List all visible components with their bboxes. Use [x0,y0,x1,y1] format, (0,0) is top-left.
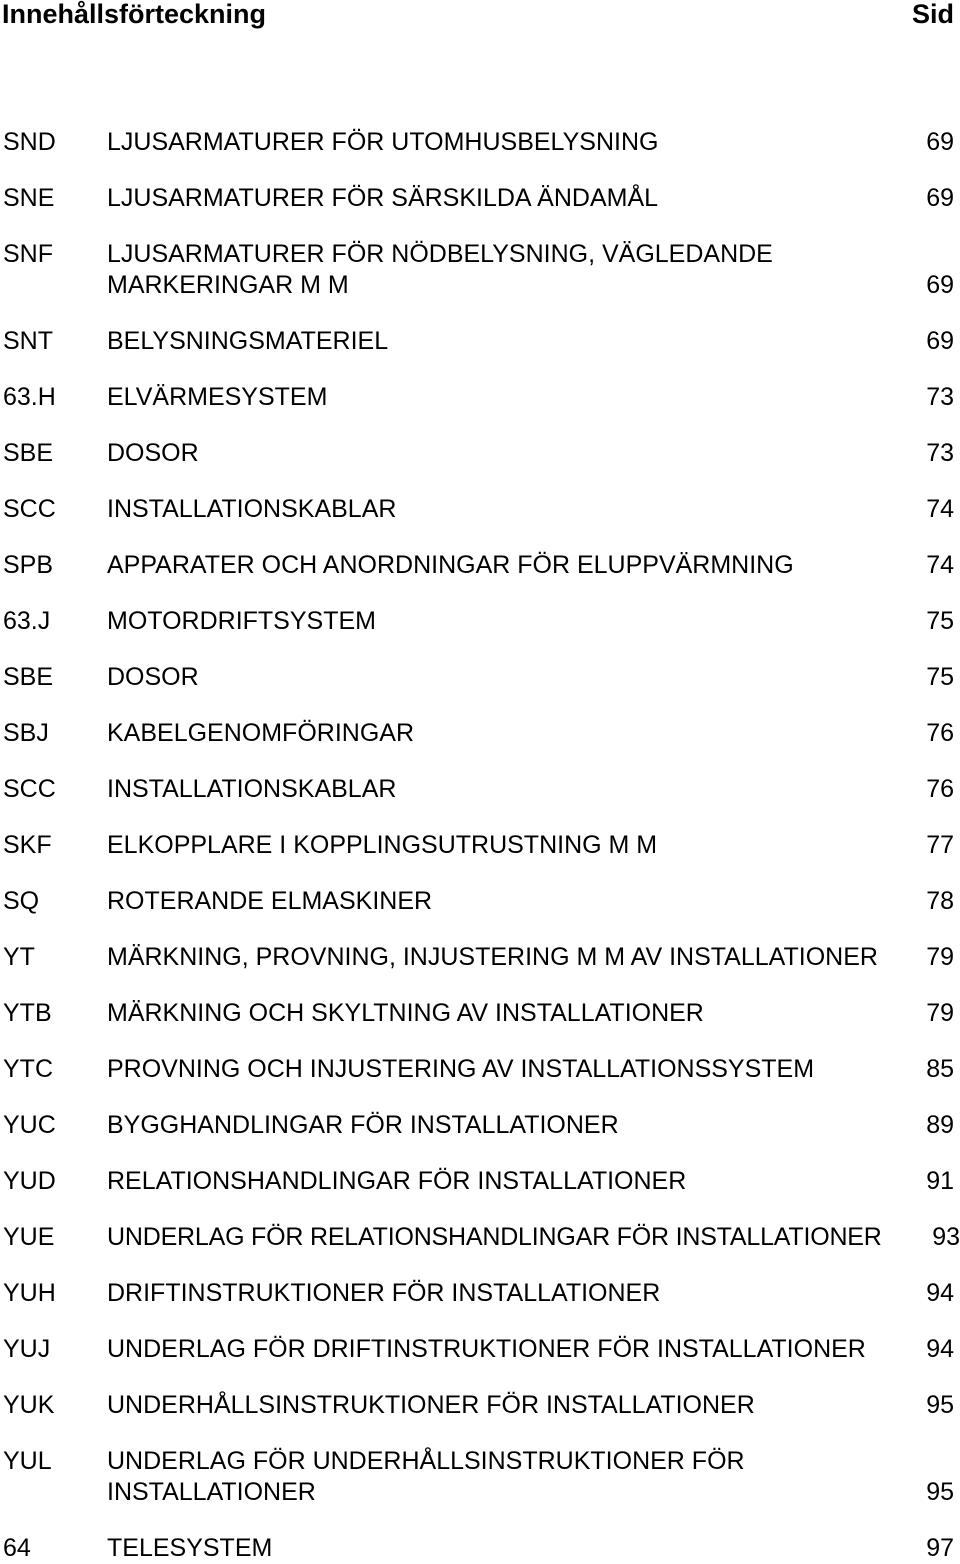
entry-page: 69 [926,128,954,156]
entry-page: 95 [926,1478,954,1506]
entry-title-line1: UNDERLAG FÖR UNDERHÅLLSINSTRUKTIONER FÖR [107,1447,745,1475]
entry-code: SQ [3,887,40,915]
entry-code: SBE [3,439,54,467]
entry-page: 79 [926,943,954,971]
entry-page: 74 [926,551,954,579]
entry-code: YUD [3,1167,56,1195]
entry-title-line2: MARKERINGAR M M [107,271,349,299]
entry-page: 76 [926,719,954,747]
toc-header [0,0,960,30]
entry-code: SNE [3,184,55,212]
toc-title: Innehållsförteckning [2,0,267,29]
entry-code: SNT [3,327,53,355]
entry-title: LJUSARMATURER FÖR SÄRSKILDA ÄNDAMÅL [107,184,659,212]
entry-title: UNDERHÅLLSINSTRUKTIONER FÖR INSTALLATIONER [107,1391,755,1419]
entry-title: DOSOR [107,439,199,467]
entry-page: 95 [926,1391,954,1419]
entry-title: ELKOPPLARE I KOPPLINGSUTRUSTNING M M [107,831,658,859]
entry-title: ELVÄRMESYSTEM [107,383,328,411]
entry-title: INSTALLATIONSKABLAR [107,495,397,523]
entry-page: 94 [926,1335,954,1363]
entry-page: 73 [926,439,954,467]
entry-code: SBE [3,663,54,691]
entry-title: KABELGENOMFÖRINGAR [107,719,414,747]
entry-title [107,1446,745,1508]
entry-page: 69 [926,184,954,212]
entry-code: YUJ [3,1335,51,1363]
entry-title-line1: LJUSARMATURER FÖR NÖDBELYSNING, VÄGLEDANDE [107,240,773,268]
entry-title: APPARATER OCH ANORDNINGAR FÖR ELUPPVÄRMNING [107,551,794,579]
entry-title: ROTERANDE ELMASKINER [107,887,433,915]
entry-code: YUK [3,1391,55,1419]
entry-code: YTB [3,999,52,1027]
entry-title: BELYSNINGSMATERIEL [107,327,389,355]
entry-title: BYGGHANDLINGAR FÖR INSTALLATIONER [107,1111,619,1139]
entry-code: YUE [3,1223,55,1251]
entry-page: 77 [926,831,954,859]
entry-page: 79 [926,999,954,1027]
entry-title: PROVNING OCH INJUSTERING AV INSTALLATIONSSYSTEM [107,1055,815,1083]
entry-page: 76 [926,775,954,803]
entry-code: SBJ [3,719,49,747]
entry-code: SKF [3,831,52,859]
entry-page: 89 [926,1111,954,1139]
entry-page: 73 [926,383,954,411]
entry-page: 91 [926,1167,954,1195]
entry-code: SCC [3,495,56,523]
entry-title: INSTALLATIONSKABLAR [107,775,397,803]
entry-title: TELESYSTEM [107,1534,273,1562]
entry-code: SND [3,128,56,156]
entry-page: 75 [926,663,954,691]
entry-code: 63.J [3,607,51,635]
entry-page: 78 [926,887,954,915]
entry-code: 64 [3,1534,31,1562]
entry-code: 63.H [3,383,56,411]
entry-code: YTC [3,1055,53,1083]
entry-page: 74 [926,495,954,523]
entry-title: LJUSARMATURER FÖR UTOMHUSBELYSNING [107,128,659,156]
entry-title: MÄRKNING, PROVNING, INJUSTERING M M AV INSTALLATIONER [107,943,878,971]
entry-title: UNDERLAG FÖR DRIFTINSTRUKTIONER FÖR INSTALLATIONER [107,1335,866,1363]
entry-page: 75 [926,607,954,635]
entry-title: DRIFTINSTRUKTIONER FÖR INSTALLATIONER [107,1279,661,1307]
entry-page: 69 [926,327,954,355]
entry-code: YUH [3,1279,56,1307]
entry-title: DOSOR [107,663,199,691]
page-column-label: Sid [911,0,954,29]
entry-title: MÄRKNING OCH SKYLTNING AV INSTALLATIONER [107,999,704,1027]
entry-page: 69 [926,271,954,299]
entry-page: 94 [926,1279,954,1307]
entry-page: 93 [932,1223,960,1251]
entry-code: YUC [3,1111,56,1139]
entry-title: UNDERLAG FÖR RELATIONSHANDLINGAR FÖR INSTALLATIONER [107,1223,882,1251]
entry-title [107,239,773,301]
entry-code: YUL [3,1447,52,1475]
entry-title: MOTORDRIFTSYSTEM [107,607,376,635]
entry-title-line2: INSTALLATIONER [107,1478,316,1506]
entry-code: SPB [3,551,54,579]
entry-page: 85 [926,1055,954,1083]
entry-code: SCC [3,775,56,803]
entry-code: SNF [3,240,53,268]
entry-code: YT [3,943,35,971]
entry-title: RELATIONSHANDLINGAR FÖR INSTALLATIONER [107,1167,687,1195]
entry-page: 97 [926,1534,954,1562]
